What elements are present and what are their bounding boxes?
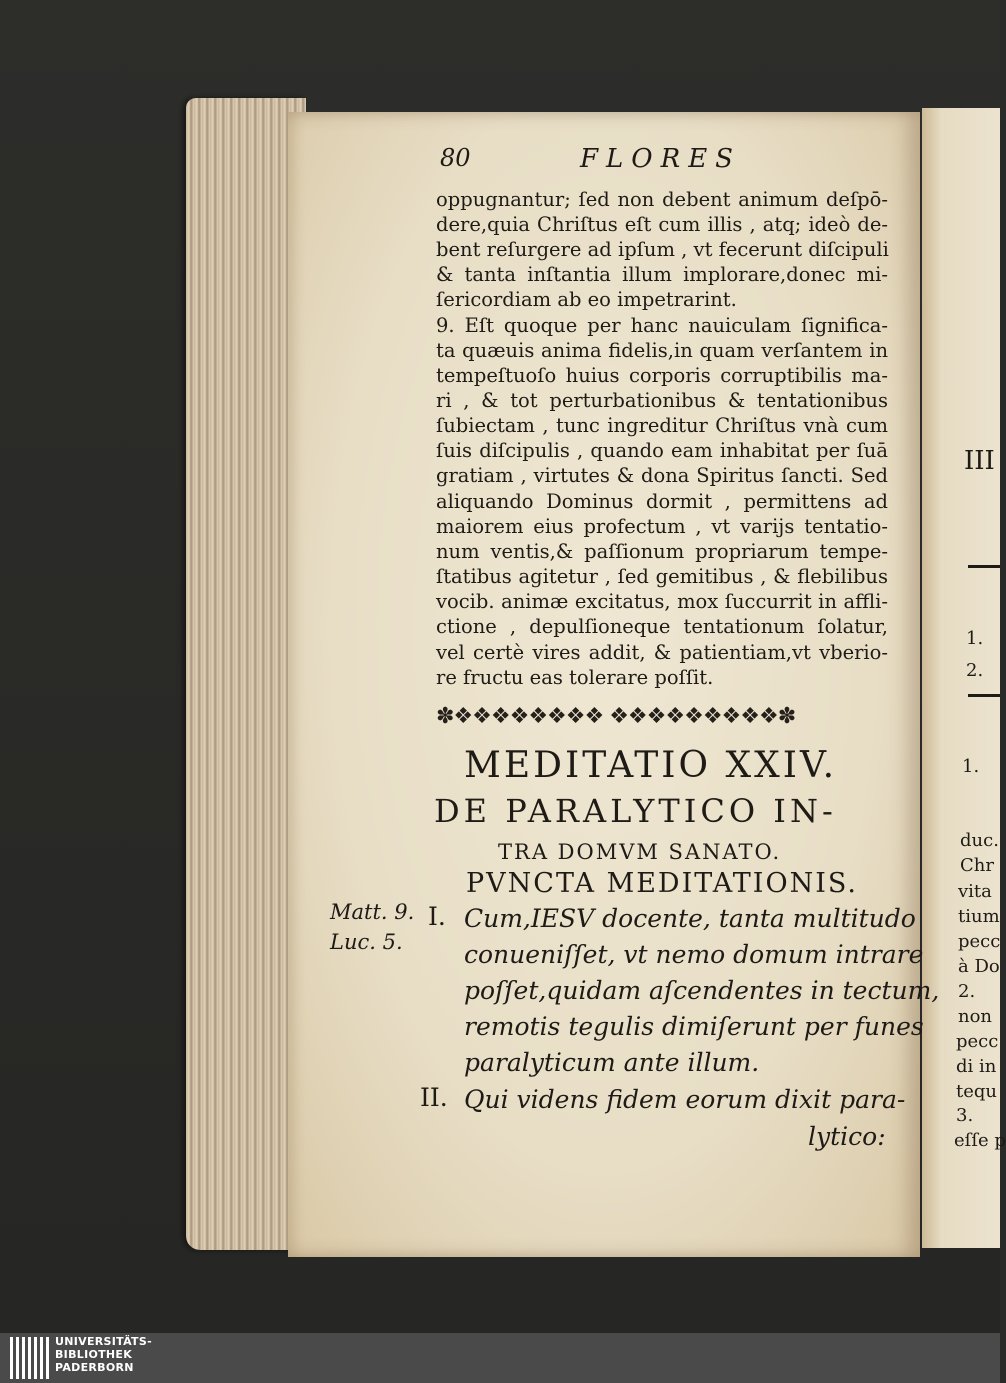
library-name-line: BIBLIOTHEK (55, 1348, 133, 1361)
facing-page-fragment: pecc (956, 1031, 999, 1052)
facing-page-fragment: duc. (960, 830, 999, 851)
body-line: ctione , depulſioneque tentationum ſolatur, (436, 615, 888, 638)
facing-page-fragment: vita (958, 881, 992, 902)
facing-page-fragment: 1. (962, 756, 980, 777)
point-line: Qui videns fidem eorum dixit para- (464, 1085, 906, 1114)
facing-page (922, 108, 1000, 1248)
margin-reference: Matt. 9. (330, 900, 415, 924)
facing-page-fragment: à Do (958, 956, 1000, 977)
body-line: gratiam , virtutes & dona Spiritus ſancti. Sed (436, 464, 888, 487)
body-line: oppugnantur; ſed non debent animum deſpō- (436, 188, 888, 211)
body-line: ta quæuis anima fidelis,in quam verſantem in (436, 339, 888, 362)
margin-reference: Luc. 5. (330, 930, 403, 954)
body-line: maiorem eius profectum , vt varijs tentatio- (436, 515, 888, 538)
body-line: ſuis diſcipulis , quando eam inhabitat per ſuā (436, 439, 888, 462)
body-line: ſubiectam , tunc ingreditur Chriſtus vnà cum (436, 414, 888, 437)
facing-page-fragment: 2. (958, 981, 976, 1002)
library-name-line: PADERBORN (55, 1361, 134, 1374)
facing-page-fragment: Chr (960, 855, 994, 876)
body-line: num ventis,& paſſionum propriarum tempe- (436, 540, 888, 563)
point-line: lyticο: (808, 1122, 886, 1151)
facing-page-fragment: pecc (958, 931, 1001, 952)
body-line: bent reſurgere ad ipſum , vt fecerunt diſcipuli (436, 238, 889, 261)
facing-page-fragment: 2. (966, 660, 984, 681)
facing-page-fragment: 3. (956, 1105, 974, 1126)
body-line: re fructu eas tolerare poſſit. (436, 666, 714, 689)
body-line: vocib. animæ excitatus, mox ſuccurrit in affli- (436, 590, 888, 613)
facing-page-fragment: III (964, 446, 995, 476)
body-line: ſericordiam ab eo impetrarint. (436, 288, 737, 311)
facing-page-fragment: non (958, 1006, 993, 1027)
library-footer (0, 1333, 1000, 1383)
body-line: aliquando Dominus dormit , permittens ad (436, 490, 888, 513)
puncta-heading: PVNCTA MEDITATIONIS. (466, 868, 859, 899)
ornamental-divider: ✽❖❖❖❖❖❖❖❖ ❖❖❖❖❖❖❖❖❖✽ (436, 704, 796, 729)
point-line: poſſet,quidam aſcendentes in tectum, (464, 976, 940, 1005)
facing-page-fragment: eſſe p (954, 1130, 1006, 1151)
body-line: & tanta inſtantia illum implorare,donec mi- (436, 263, 888, 286)
page-number: 80 (440, 144, 471, 172)
facing-page-fragment: 1. (966, 628, 984, 649)
meditation-subtitle-continued: TRA DOMVM SANATO. (498, 840, 782, 864)
point-numeral: I. (428, 902, 446, 931)
point-line: remotis tegulis dimiſerunt per funes (464, 1012, 924, 1041)
body-line: vel certè vires addit, & patientiam,vt vberio- (436, 641, 888, 664)
body-line: tempeſtuoſo huius corporis corruptibilis ma- (436, 364, 888, 387)
facing-page-fragment: tequ (956, 1081, 998, 1102)
library-logo-icon (10, 1337, 50, 1379)
body-line: 9. Eſt quoque per hanc nauiculam ſignifica- (436, 314, 888, 337)
facing-page-fragment: tium (958, 906, 1000, 927)
meditation-title: MEDITATIO XXIV. (464, 745, 838, 786)
body-line: ri , & tot perturbationibus & tentationibus (436, 389, 888, 412)
facing-page-rule (968, 694, 1000, 697)
body-line: ſtatibus agitetur , ſed gemitibus , & flebilibus (436, 565, 888, 588)
point-line: conueniſſet, vt nemo domum intrare (464, 940, 924, 969)
meditation-subtitle: DE PARALYTICO IN- (434, 792, 837, 830)
running-title: FLORES (580, 144, 741, 174)
facing-page-fragment: di in (956, 1056, 997, 1077)
point-numeral: II. (420, 1083, 448, 1112)
library-name-line: UNIVERSITÄTS- (55, 1335, 152, 1348)
point-line: Cum,IESV docente, tanta multitudo (464, 904, 916, 933)
facing-page-rule (968, 565, 1000, 568)
point-line: paralyticum ante illum. (464, 1048, 760, 1077)
body-line: dere,quia Chriſtus eſt cum illis , atq; ideò de- (436, 213, 888, 236)
